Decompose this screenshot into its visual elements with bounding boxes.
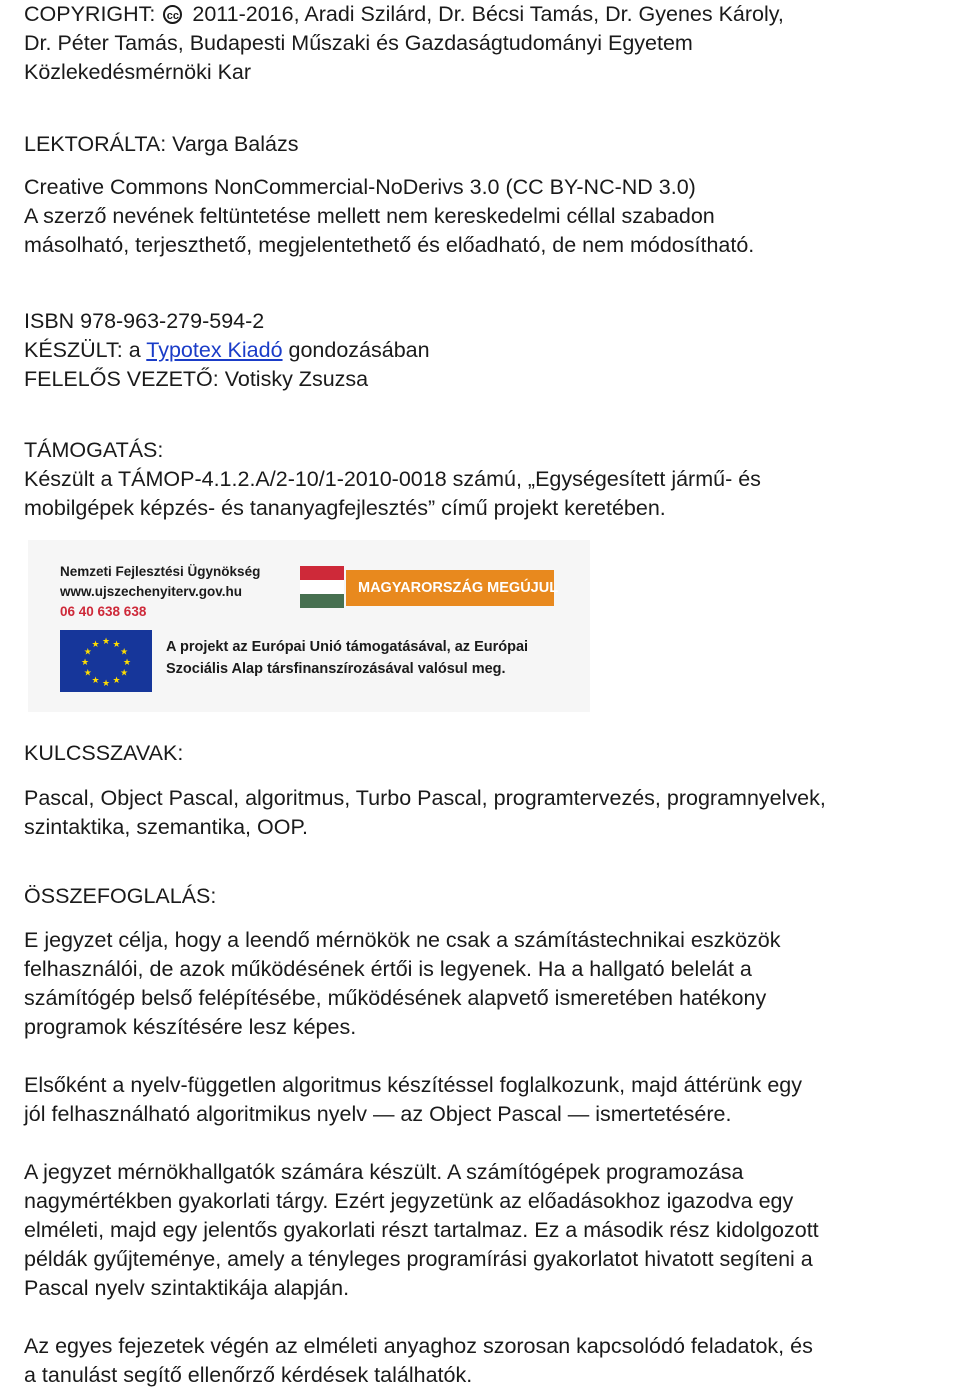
copyright-label: COPYRIGHT: xyxy=(24,2,156,26)
summary-p3-line-4: példák gyűjteménye, amely a tényleges programírási gyakorlatot hivatott segíteni a xyxy=(24,1247,813,1271)
eu-stars-icon xyxy=(60,630,152,692)
svg-text:★: ★ xyxy=(112,676,121,687)
eu-support-text xyxy=(166,636,528,680)
license-line-1: Creative Commons NonCommercial-NoDerivs 3.0 (CC BY-NC-ND 3.0) xyxy=(24,175,696,199)
hungarian-flag-icon xyxy=(300,566,344,608)
support-line-1: Készült a TÁMOP-4.1.2.A/2-10/1-2010-0018 számú, „Egységesített jármű- és xyxy=(24,467,761,491)
summary-p4-line-1: Az egyes fejezetek végén az elméleti anyaghoz szorosan kapcsolódó feladatok, és xyxy=(24,1334,813,1358)
svg-text:★: ★ xyxy=(101,637,111,647)
svg-text:★: ★ xyxy=(91,676,100,687)
summary-p2-line-1: Elsőként a nyelv-független algoritmus készítéssel foglalkozunk, majd áttérünk egy xyxy=(24,1073,802,1097)
summary-p2-line-2: jól felhasználható algoritmikus nyelv — az Object Pascal — ismertetésére. xyxy=(24,1102,732,1126)
summary-p1-line-3: számítógép belső felépítésébe, működésének alapvető ismeretében hatékony xyxy=(24,986,767,1010)
copyright-years-authors: 2011-2016, Aradi Szilárd, Dr. Bécsi Tamás, Dr. Gyenes Károly, xyxy=(192,2,784,26)
svg-text:★: ★ xyxy=(120,668,129,679)
agency-url: www.ujszechenyiterv.gov.hu xyxy=(60,584,243,599)
svg-text:★: ★ xyxy=(80,658,90,668)
license-line-3: másolható, terjeszthető, megjelentethető és előadható, de nem módosítható. xyxy=(24,233,755,257)
support-line-2: mobilgépek képzés- és tananyagfejlesztés” című projekt keretében. xyxy=(24,496,666,520)
publisher-link[interactable]: Typotex Kiadó xyxy=(146,338,283,362)
summary-p3-line-3: elméleti, majd egy jelentős gyakorlati részt tartalmaz. Ez a második rész kidolgozott xyxy=(24,1218,819,1242)
summary-p3-line-5: Pascal nyelv szintaktikája alapján. xyxy=(24,1276,350,1300)
made-by-suffix: gondozásában xyxy=(282,338,430,362)
keywords-line-2: szintaktika, szemantika, OOP. xyxy=(24,815,308,839)
eu-flag-icon xyxy=(60,630,152,692)
copyright-line-3: Közlekedésmérnöki Kar xyxy=(24,60,252,84)
agency-info xyxy=(60,564,260,620)
summary-p1-line-4: programok készítésére lesz képes. xyxy=(24,1015,357,1039)
support-heading: TÁMOGATÁS: xyxy=(24,438,164,462)
svg-text:★: ★ xyxy=(120,647,129,658)
funding-logo-block xyxy=(28,540,590,712)
summary-heading: ÖSSZEFOGLALÁS: xyxy=(24,884,217,908)
responsible-manager-line: FELELŐS VEZETŐ: Votisky Zsuzsa xyxy=(24,367,369,391)
agency-name: Nemzeti Fejlesztési Ügynökség xyxy=(60,564,261,579)
summary-p3-line-2: nagymértékben gyakorlati tárgy. Ezért jegyzetünk az előadásokhoz igazodva egy xyxy=(24,1189,794,1213)
isbn-line: ISBN 978-963-279-594-2 xyxy=(24,309,265,333)
eu-support-line-2: Szociális Alap társfinanszírozásával valósul meg. xyxy=(166,661,506,677)
license-line-2: A szerző nevének feltüntetése mellett nem kereskedelmi céllal szabadon xyxy=(24,204,715,228)
svg-text:★: ★ xyxy=(122,658,132,668)
svg-text:★: ★ xyxy=(83,668,92,679)
eu-support-line-1: A projekt az Európai Unió támogatásával, az Európai xyxy=(166,639,529,655)
summary-p3-line-1: A jegyzet mérnökhallgatók számára készült. A számítógépek programozása xyxy=(24,1160,744,1184)
made-by-line xyxy=(24,336,430,365)
made-by-prefix: KÉSZÜLT: a xyxy=(24,338,147,362)
svg-text:★: ★ xyxy=(83,647,92,658)
copyright-line-1 xyxy=(24,0,784,29)
svg-text:★: ★ xyxy=(101,679,111,689)
copyright-line-2: Dr. Péter Tamás, Budapesti Műszaki és Gazdaságtudományi Egyetem xyxy=(24,31,693,55)
creative-commons-icon: cc xyxy=(163,5,182,24)
summary-p1-line-2: felhasználói, de azok működésének értői is legyenek. Ha a hallgató belelát a xyxy=(24,957,752,981)
summary-p1-line-1: E jegyzet célja, hogy a leendő mérnökök ne csak a számítástechnikai eszközök xyxy=(24,928,781,952)
keywords-heading: KULCSSZAVAK: xyxy=(24,741,184,765)
svg-text:★: ★ xyxy=(112,639,121,650)
renewal-banner: MAGYARORSZÁG MEGÚJUL xyxy=(346,570,554,606)
svg-text:★: ★ xyxy=(91,639,100,650)
reviewer-line: LEKTORÁLTA: Varga Balázs xyxy=(24,132,299,156)
keywords-line-1: Pascal, Object Pascal, algoritmus, Turbo Pascal, programtervezés, programnyelvek, xyxy=(24,786,826,810)
agency-phone: 06 40 638 638 xyxy=(60,604,147,619)
summary-p4-line-2: a tanulást segítő ellenőrző kérdések találhatók. xyxy=(24,1363,473,1387)
